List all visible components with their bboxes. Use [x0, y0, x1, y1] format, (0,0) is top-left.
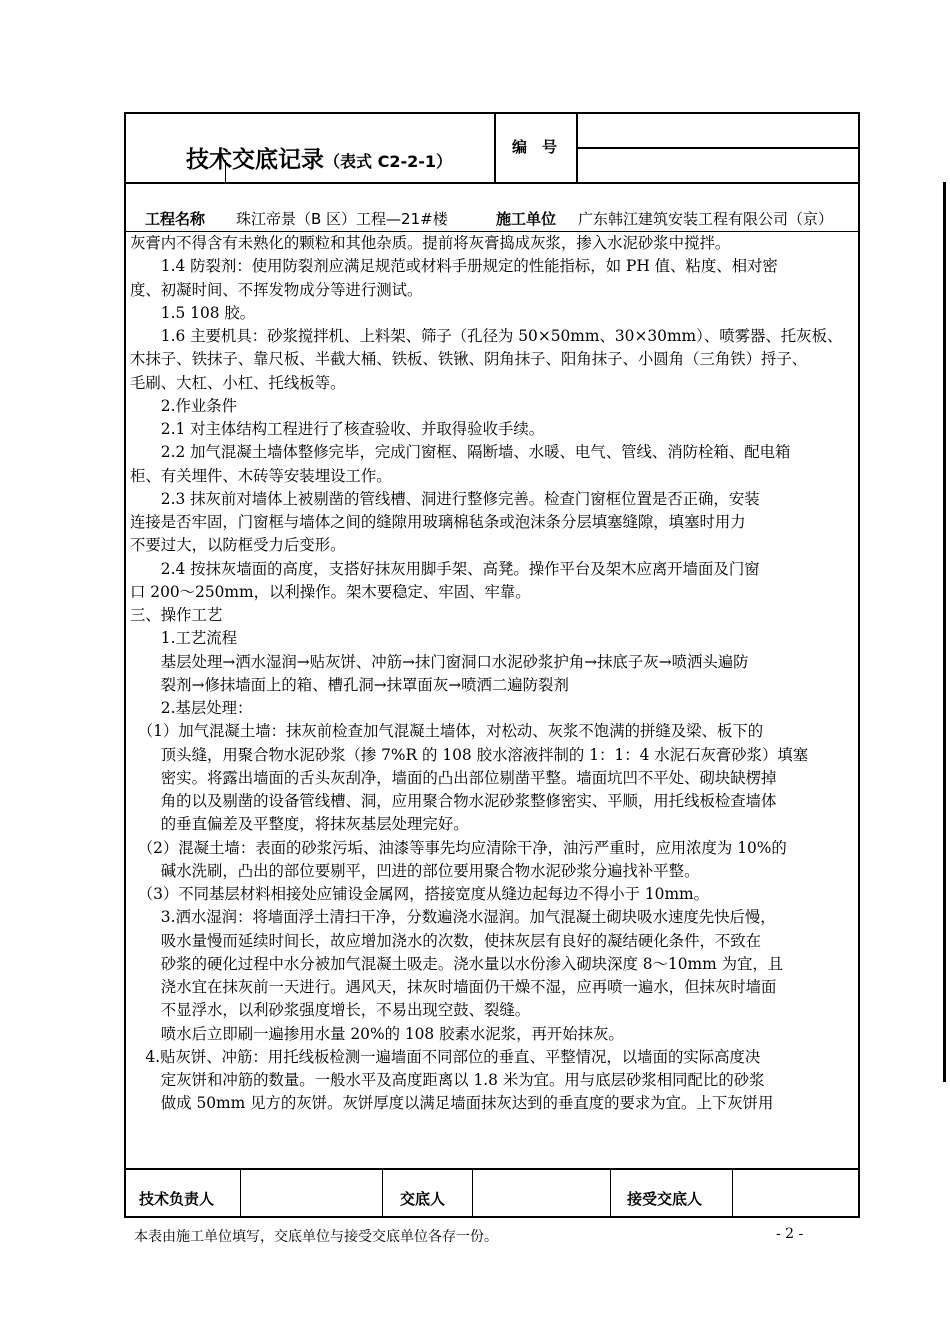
content-line: 1.5 108 胶。 [130, 303, 256, 322]
project-name-value: 珠江帝景（B 区）工程—21#楼 [236, 210, 448, 228]
signature-divider [610, 1168, 611, 1218]
form-title [186, 141, 452, 174]
content-line: 木抹子、铁抹子、靠尺板、半截大桶、铁板、铁锹、阴角抹子、阳角抹子、小圆角（三角铁）捋子、 [130, 350, 808, 369]
content-line: 喷水后立即刷一遍掺用水量 20%的 108 胶素水泥浆，再开始抹灰。 [130, 1024, 624, 1043]
form-title-main: 技术交底记录 [186, 147, 324, 173]
tech-lead-label: 技术负责人 [139, 1190, 215, 1208]
content-line: 毛刷、大杠、小杠、托线板等。 [130, 373, 346, 392]
signature-divider [382, 1168, 383, 1218]
section-heading: 三、操作工艺 [130, 606, 223, 624]
content-line: 灰膏内不得含有未熟化的颗粒和其他杂质。提前将灰膏捣成灰浆，掺入水泥砂浆中搅拌。 [130, 234, 731, 252]
disclosure-content [130, 232, 856, 1116]
content-line: 的垂直偏差及平整度，将抹灰基层处理完好。 [130, 815, 469, 834]
content-line: 碱水洗刷，凸出的部位要剔平，凹进的部位要用聚合物水泥砂浆分遍找补平整。 [130, 861, 700, 880]
signature-row-top-line [124, 1168, 860, 1170]
content-line: 角的以及剔凿的设备管线槽、洞，应用聚合物水泥砂浆整修密实、平顺，用托线板检查墙体 [130, 792, 777, 810]
presenter-signature-field[interactable] [482, 1188, 602, 1208]
content-line: 1.4 防裂剂：使用防裂剂应满足规范或材料手册规定的性能指标，如 PH 值、粘度、相对密 [130, 257, 778, 276]
content-line: 2.4 按抹灰墙面的高度，支搭好抹灰用脚手架、高凳。操作平台及架木应离开墙面及门窗 [130, 559, 760, 578]
page-number: - 2 - [776, 1226, 804, 1242]
content-line: 不要过大，以防框受力后变形。 [130, 536, 346, 555]
content-line: 密实。将露出墙面的舌头灰刮净，墙面的凸出部位剔凿平整。墙面坑凹不平处、砌块缺楞掉 [130, 768, 777, 787]
content-line: 4.贴灰饼、冲筋：用托线板检测一遍墙面不同部位的垂直、平整情况，以墙面的实际高度决 [130, 1047, 761, 1066]
content-line: （1）加气混凝土墙：抹灰前检查加气混凝土墙体，对松动、灰浆不饱满的拼缝及梁、板下的 [130, 722, 764, 741]
construction-unit-label: 施工单位 [496, 210, 557, 228]
content-line: 2.基层处理： [130, 699, 253, 717]
content-line: 定灰饼和冲筋的数量。一般水平及高度距离以 1.8 米为宜。用与底层砂浆相同配比的砂浆 [130, 1071, 765, 1089]
receiver-label: 接受交底人 [627, 1190, 703, 1208]
content-line: 不显浮水，以利砂浆强度增长，不易出现空鼓、裂缝。 [130, 1001, 531, 1020]
presenter-label: 交底人 [400, 1190, 446, 1208]
content-line: （3）不同基层材料相接处应铺设金属网，搭接宽度从缝边起每边不得小于 10mm。 [130, 885, 710, 903]
content-line: 基层处理→洒水湿润→贴灰饼、冲筋→抹门窗洞口水泥砂浆护角→抹底子灰→喷洒头遍防 [130, 652, 749, 671]
content-line: 2.2 加气混凝土墙体整修完毕，完成门窗框、隔断墙、水暖、电气、管线、消防栓箱、配电箱 [130, 443, 791, 462]
content-line: 2.作业条件 [130, 396, 238, 415]
form-code: （表式 C2-2-1） [324, 152, 452, 171]
content-line: 吸水量慢而延续时间长，故应增加浇水的次数，使抹灰层有良好的凝结硬化条件，不致在 [130, 931, 762, 950]
content-line: 浇水宜在抹灰前一天进行。遇风天，抹灰时墙面仍干燥不湿，应再喷一遍水，但抹灰时墙面 [130, 978, 777, 996]
content-line: 1.6 主要机具：砂浆搅拌机、上料架、筛子（孔径为 50×50mm、30×30mm）、喷雾器、托灰板、 [130, 327, 843, 345]
header-bottom-line [124, 182, 860, 184]
content-line: 2.3 抹灰前对墙体上被剔凿的管线槽、洞进行整修完善。检查门窗框位置是否正确，安装 [130, 489, 760, 508]
construction-unit-value: 广东韩江建筑安装工程有限公司（京） [578, 210, 834, 228]
content-line: 3.洒水湿润：将墙面浮土清扫干净，分数遍浇水湿润。加气混凝土砌块吸水速度先快后慢， [130, 908, 776, 927]
footer-note: 本表由施工单位填写，交底单位与接受交底单位各存一份。 [134, 1229, 498, 1245]
page-edge-shadow [943, 182, 946, 1082]
content-line: 1.工艺流程 [130, 629, 238, 648]
content-line: 连接是否牢固，门窗框与墙体之间的缝隙用玻璃棉毡条或泡沫条分层填塞缝隙，填塞时用力 [130, 513, 746, 531]
header-divider-vertical [494, 112, 496, 184]
content-line: 度、初凝时间、不挥发物成分等进行测试。 [130, 280, 423, 299]
content-line: 口 200～250mm，以利操作。架木要稳定、牢固、牢靠。 [130, 582, 531, 601]
number-label: 编 号 [512, 138, 558, 156]
content-line: 做成 50mm 见方的灰饼。灰饼厚度以满足墙面抹灰达到的垂直度的要求为宜。上下灰饼用 [130, 1094, 774, 1113]
number-row-divider [576, 147, 860, 149]
content-line: 砂浆的硬化过程中水分被加气混凝土吸走。浇水量以水份渗入砌块深度 8～10mm 为宜，且 [130, 954, 784, 973]
tech-lead-signature-field[interactable] [250, 1188, 374, 1208]
content-line: 裂剂→修抹墙面上的箱、槽孔洞→抹罩面灰→喷洒二遍防裂剂 [130, 675, 569, 694]
content-line: 2.1 对主体结构工程进行了核查验收、并取得验收手续。 [130, 420, 545, 438]
content-line: （2）混凝土墙：表面的砂浆污垢、油漆等事先均应清除干净，油污严重时，应用浓度为 10%的 [130, 838, 787, 857]
receiver-signature-field[interactable] [742, 1188, 852, 1208]
project-name-label: 工程名称 [145, 210, 206, 228]
content-line: 顶头缝，用聚合物水泥砂浆（掺 7%R 的 108 胶水溶液拌制的 1：1：4 水泥石灰膏砂浆）填塞 [130, 745, 809, 764]
signature-divider [472, 1168, 473, 1218]
signature-divider [240, 1168, 241, 1218]
content-line: 柜、有关埋件、木砖等安装埋设工作。 [130, 466, 392, 485]
signature-divider [732, 1168, 733, 1218]
